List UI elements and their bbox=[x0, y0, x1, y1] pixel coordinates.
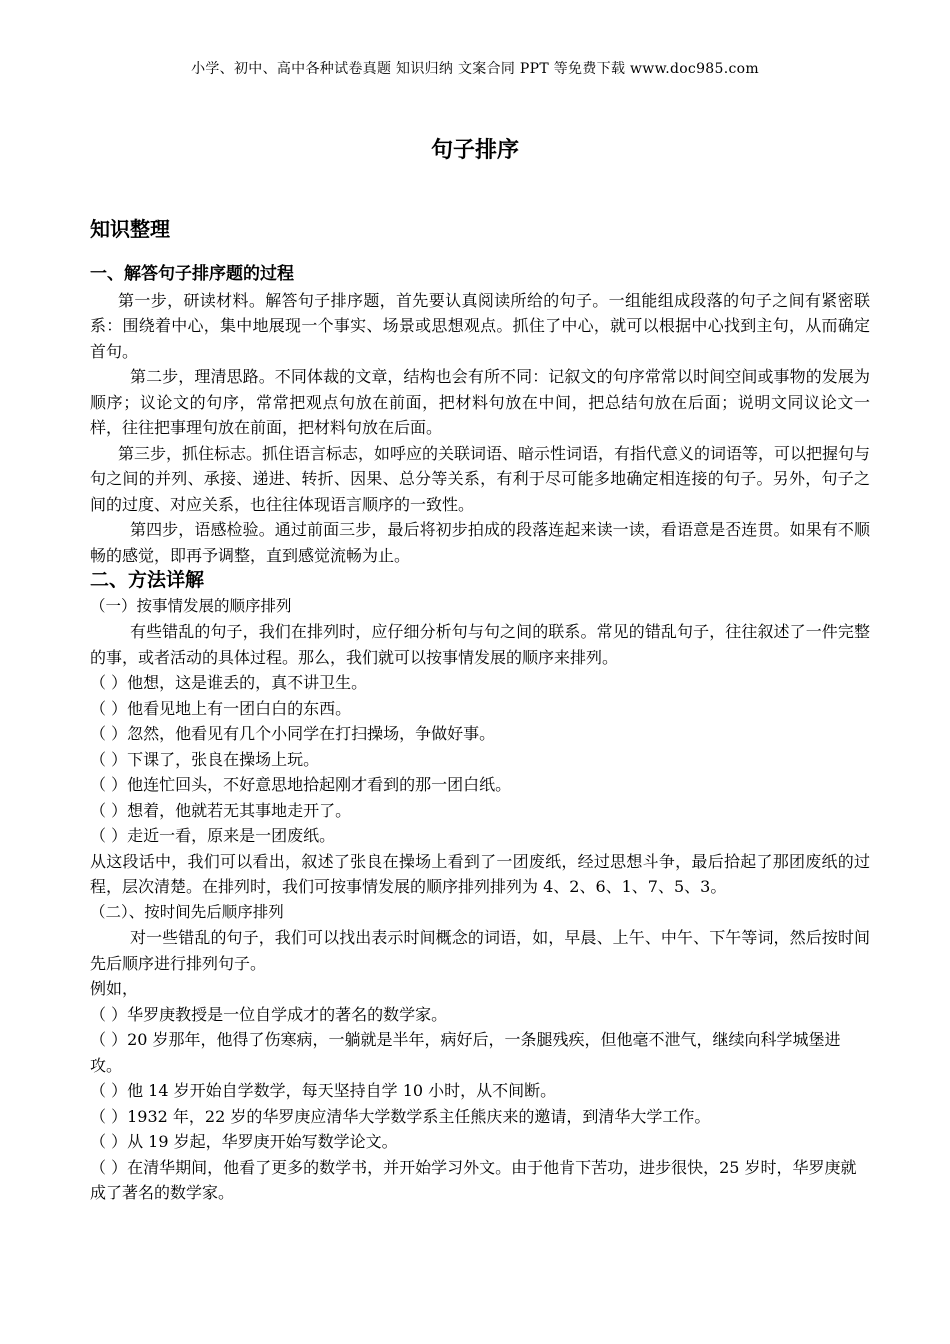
part2-item: （ ）从 19 岁起，华罗庚开始写数学论文。 bbox=[90, 1132, 398, 1151]
section-subtitle: 知识整理 bbox=[90, 217, 170, 241]
part1-item: （ ）想着，他就若无其事地走开了。 bbox=[90, 800, 352, 820]
part1-item: （ ）他想，这是谁丢的，真不讲卫生。 bbox=[90, 673, 368, 692]
part1-heading: （一）按事情发展的顺序排列 bbox=[90, 596, 292, 615]
part2-intro: 对一些错乱的句子，我们可以找出表示时间概念的词语，如，早晨、上午、中午、下午等词，然后按时间先后顺序进行排列句子。 bbox=[90, 928, 870, 973]
part2-item: （ ）他 14 岁开始自学数学，每天坚持自学 10 小时，从不间断。 bbox=[90, 1081, 557, 1100]
part2-heading: （二）、按时间先后顺序排列 bbox=[90, 902, 284, 921]
part1-item: （ ）他连忙回头，不好意思地拾起刚才看到的那一团白纸。 bbox=[90, 775, 512, 794]
section2-heading: 二、方法详解 bbox=[90, 569, 205, 591]
step2-paragraph: 第二步，理清思路。不同体裁的文章，结构也会有所不同：记叙文的句序常常以时间空间或事物的发展为顺序；议论文的句序，常常把观点句放在前面，把材料句放在中间，把总结句放在后面；说明文同议论文一样，往往把事理句放在前面，把材料句放在后面。 bbox=[90, 367, 870, 437]
part1-item: （ ）下课了，张良在操场上玩。 bbox=[90, 749, 320, 769]
page-header: 小学、初中、高中各种试卷真题 知识归纳 文案合同 PPT 等免费下载 www.doc985.com bbox=[191, 61, 759, 77]
part1-item: （ ）走近一看，原来是一团废纸。 bbox=[90, 826, 336, 845]
part2-item: （ ）20 岁那年，他得了伤寒病，一躺就是半年，病好后，一条腿残疾，但他毫不泄气，继续向科学城堡进攻。 bbox=[90, 1030, 841, 1075]
page-title: 句子排序 bbox=[430, 138, 519, 163]
example-label: 例如， bbox=[90, 979, 139, 998]
part2-item: （ ）1932 年，22 岁的华罗庚应清华大学数学系主任熊庆来的邀请，到清华大学工作。 bbox=[90, 1106, 711, 1126]
part1-conclusion: 从这段话中，我们可以看出，叙述了张良在操场上看到了一团废纸，经过思想斗争，最后拾起了那团废纸的过程，层次清楚。在排列时，我们可按事情发展的顺序排列排列为 4、2、6、1、7、5、3。 bbox=[90, 851, 870, 896]
part1-intro: 有些错乱的句子，我们在排列时，应仔细分析句与句之间的联系。常见的错乱句子，往往叙述了一件完整的事，或者活动的具体过程。那么，我们就可以按事情发展的顺序来排列。 bbox=[90, 622, 870, 667]
section1-heading: 一、解答句子排序题的过程 bbox=[90, 264, 294, 284]
step1-paragraph: 第一步，研读材料。解答句子排序题，首先要认真阅读所给的句子。一组能组成段落的句子之间有紧密联系：围绕着中心，集中地展现一个事实、场景或思想观点。抓住了中心，就可以根据中心找到主句，从而确定首句。 bbox=[90, 290, 870, 361]
document-body bbox=[90, 262, 870, 1206]
part1-item: （ ）他看见地上有一团白白的东西。 bbox=[90, 698, 352, 718]
part2-item: （ ）华罗庚教授是一位自学成才的著名的数学家。 bbox=[90, 1004, 448, 1024]
part2-item: （ ）在清华期间，他看了更多的数学书，并开始学习外文。由于他肯下苦功，进步很快，25 岁时，华罗庚就成了著名的数学家。 bbox=[90, 1157, 857, 1202]
part1-item: （ ）忽然，他看见有几个小同学在打扫操场，争做好事。 bbox=[90, 724, 496, 743]
step4-paragraph: 第四步，语感检验。通过前面三步，最后将初步拍成的段落连起来读一读，看语意是否连贯。如果有不顺畅的感觉，即再予调整，直到感觉流畅为止。 bbox=[90, 520, 870, 565]
step3-paragraph: 第三步，抓住标志。抓住语言标志，如呼应的关联词语、暗示性词语，有指代意义的词语等，可以把握句与句之间的并列、承接、递进、转折、因果、总分等关系，有利于尽可能多地确定相连接的句子。另外，句子之间的过度、对应关系，也往往体现语言顺序的一致性。 bbox=[90, 443, 871, 514]
